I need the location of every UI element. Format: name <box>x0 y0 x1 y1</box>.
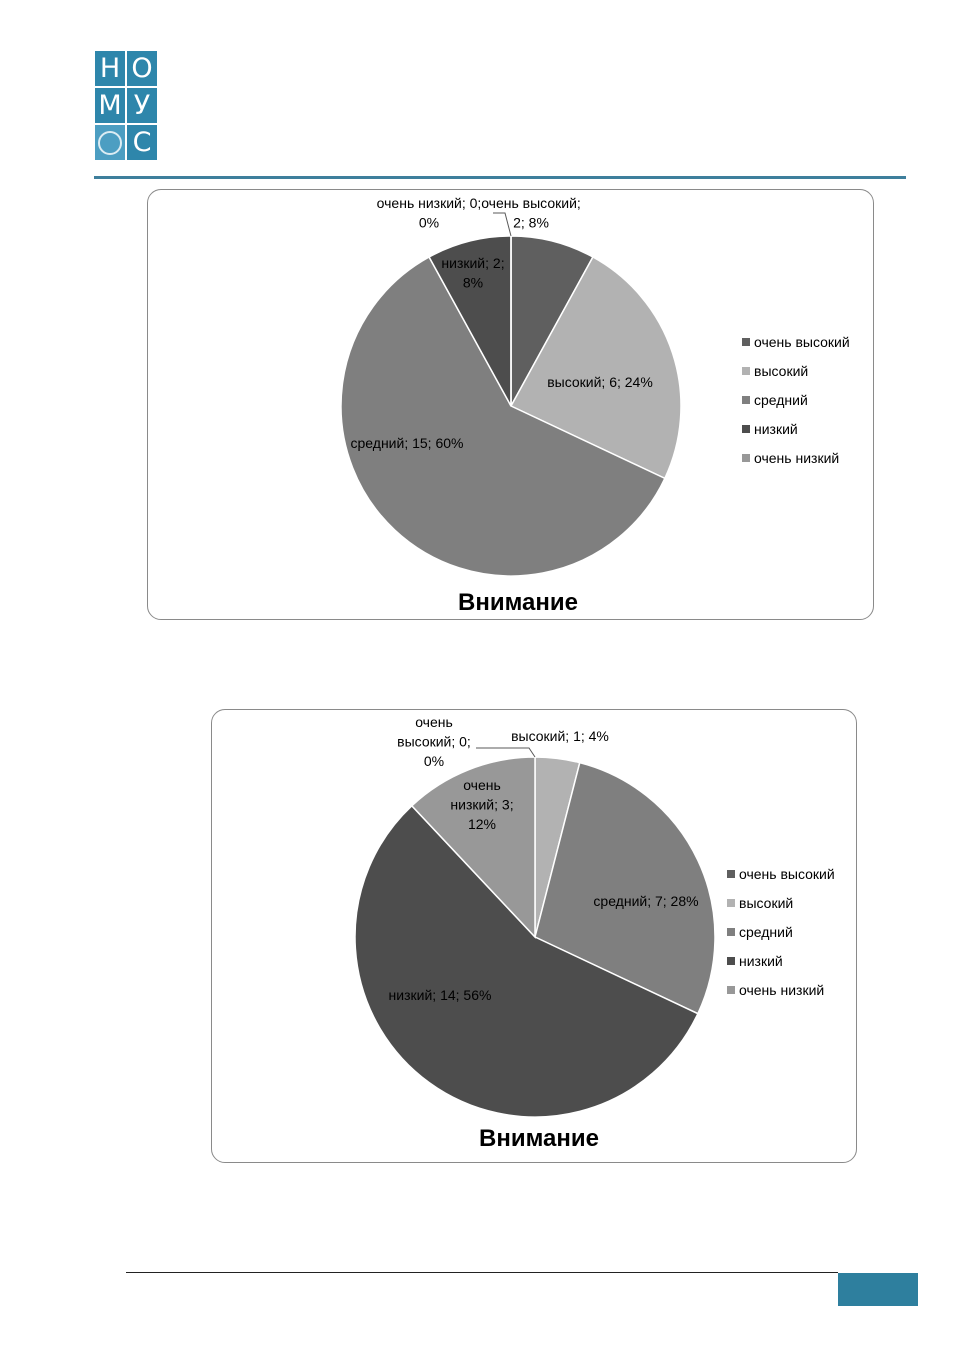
legend-swatch <box>742 367 750 375</box>
legend-swatch <box>742 396 750 404</box>
legend-entry: очень высокий <box>739 866 835 882</box>
data-label: очень высокий; 0; 0% <box>397 714 471 769</box>
attention-pie-chart-2 <box>211 709 857 1163</box>
legend-entry: высокий <box>754 363 809 379</box>
legend-swatch <box>727 986 735 994</box>
logo-letter: О <box>127 51 157 86</box>
nomus-logo <box>95 51 157 166</box>
data-label: низкий; 2; 8% <box>441 255 505 291</box>
data-label: низкий; 14; 56% <box>388 987 492 1003</box>
chart-title: Внимание <box>479 1125 599 1152</box>
footer-divider <box>126 1272 838 1273</box>
data-label: очень низкий; 0; 0% <box>376 195 482 231</box>
legend-swatch <box>742 425 750 433</box>
data-label: средний; 7; 28% <box>593 893 699 909</box>
legend-entry: средний <box>739 924 793 940</box>
logo-letter: М <box>95 88 125 123</box>
legend-swatch <box>727 957 735 965</box>
logo-letter: С <box>127 125 157 160</box>
logo-letter: У <box>127 88 157 123</box>
emblem-icon <box>95 125 125 160</box>
data-label: высокий; 6; 24% <box>547 374 653 390</box>
legend-entry: высокий <box>739 895 794 911</box>
legend-entry: средний <box>754 392 808 408</box>
legend-swatch <box>727 899 735 907</box>
leader-line <box>476 748 535 757</box>
legend-entry: очень низкий <box>754 450 840 466</box>
legend-entry: очень низкий <box>739 982 825 998</box>
legend-entry: низкий <box>754 421 798 437</box>
legend-entry: низкий <box>739 953 783 969</box>
legend-swatch <box>742 454 750 462</box>
attention-pie-chart-1 <box>147 189 874 620</box>
legend-swatch <box>727 928 735 936</box>
pie-chart-svg <box>212 710 858 1164</box>
leader-line <box>493 213 511 236</box>
data-label: средний; 15; 60% <box>350 435 464 451</box>
header-divider <box>94 176 906 179</box>
logo-letter: Н <box>95 51 125 86</box>
pie-chart-svg <box>148 190 875 621</box>
legend-swatch <box>742 338 750 346</box>
page-number-box <box>838 1273 918 1306</box>
legend-entry: очень высокий <box>754 334 850 350</box>
legend-swatch <box>727 870 735 878</box>
data-label: очень высокий; 2; 8% <box>481 195 581 231</box>
data-label: высокий; 1; 4% <box>511 728 609 744</box>
chart-title: Внимание <box>458 589 578 616</box>
data-label: очень низкий; 3; 12% <box>450 777 514 832</box>
